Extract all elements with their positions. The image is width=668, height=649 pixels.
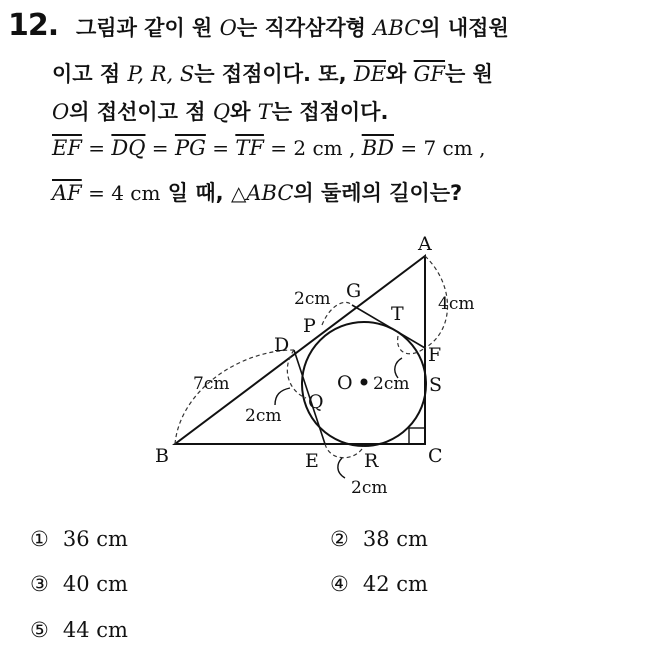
option-text: 36 cm <box>62 527 128 551</box>
equals: = <box>81 136 112 160</box>
dim-label-er: 2cm <box>351 478 388 498</box>
text: 와 <box>230 100 258 124</box>
label-f: F <box>428 344 442 366</box>
dim-label-pg: 2cm <box>294 289 331 309</box>
dim-label-bd: 7cm <box>193 374 230 394</box>
label-t: T <box>391 303 404 325</box>
segment-ef: $\overline{EF}$ <box>52 136 82 160</box>
option-4[interactable] <box>330 572 428 596</box>
segment-tf: $\overline{TF}$ <box>235 136 264 160</box>
label-q: Q <box>308 391 324 413</box>
option-2[interactable] <box>330 527 428 551</box>
text: 그림과 같이 원 <box>76 16 220 40</box>
math-points: P, R, S <box>127 62 195 86</box>
text: 의 접선이고 점 <box>69 100 213 124</box>
triangle-abc <box>175 256 425 444</box>
pointer-dq <box>275 388 290 405</box>
label-o: O <box>337 372 353 394</box>
segment-de: $\overline{DE}$ <box>353 62 387 86</box>
text: 이고 점 <box>52 62 128 86</box>
math-t: T <box>257 100 272 124</box>
math-abc: ABC <box>246 181 294 205</box>
option-3[interactable] <box>30 572 128 596</box>
text: 의 내접원 <box>420 16 509 40</box>
text: 는 접점이다. 또, <box>194 62 354 86</box>
value: = 7 cm , <box>393 136 486 160</box>
option-mark: ① <box>30 527 49 551</box>
option-text: 42 cm <box>362 572 428 596</box>
text: 의 둘레의 길이는? <box>293 181 463 205</box>
segment-pg: $\overline{PG}$ <box>174 136 206 160</box>
label-p: P <box>303 315 316 337</box>
math-o: O <box>219 16 237 40</box>
option-text: 38 cm <box>362 527 428 551</box>
segment-gf: $\overline{GF}$ <box>413 62 446 86</box>
question-number: 12. <box>8 8 59 43</box>
text: 는 직각삼각형 <box>236 16 374 40</box>
value: = 2 cm , <box>263 136 362 160</box>
center-dot <box>361 379 368 386</box>
option-1[interactable] <box>30 527 128 551</box>
option-5[interactable] <box>30 618 128 642</box>
option-mark: ⑤ <box>30 618 49 642</box>
dim-label-dq: 2cm <box>245 406 282 426</box>
option-mark: ③ <box>30 572 49 596</box>
triangle-symbol: △ <box>230 181 247 205</box>
dim-label-tf: 2cm <box>373 374 410 394</box>
pointer-er <box>338 458 345 478</box>
text: 는 접점이다. <box>271 100 389 124</box>
dim-label-af: 4cm <box>438 294 475 314</box>
segment-bd: $\overline{BD}$ <box>361 136 394 160</box>
label-s: S <box>429 374 443 396</box>
right-angle-mark <box>409 428 425 444</box>
math-o: O <box>52 100 70 124</box>
equals: = <box>205 136 236 160</box>
label-c: C <box>428 445 443 467</box>
label-d: D <box>274 334 290 356</box>
text: 와 <box>386 62 414 86</box>
option-mark: ④ <box>330 572 349 596</box>
equals: = <box>145 136 175 160</box>
tangent-gf <box>352 305 425 348</box>
segment-af: $\overline{AF}$ <box>52 181 82 205</box>
segment-dq: $\overline{DQ}$ <box>111 136 146 160</box>
math-q: Q <box>212 100 231 124</box>
value: = 4 cm <box>81 181 161 205</box>
label-a: A <box>418 233 432 255</box>
label-g: G <box>346 280 362 302</box>
label-b: B <box>155 445 169 467</box>
label-e: E <box>305 450 319 472</box>
option-text: 40 cm <box>62 572 128 596</box>
option-mark: ② <box>330 527 349 551</box>
option-text: 44 cm <box>62 618 128 642</box>
math-abc: ABC <box>373 16 421 40</box>
label-r: R <box>364 450 379 472</box>
text: 는 원 <box>445 62 493 86</box>
text: 일 때, <box>160 181 231 205</box>
